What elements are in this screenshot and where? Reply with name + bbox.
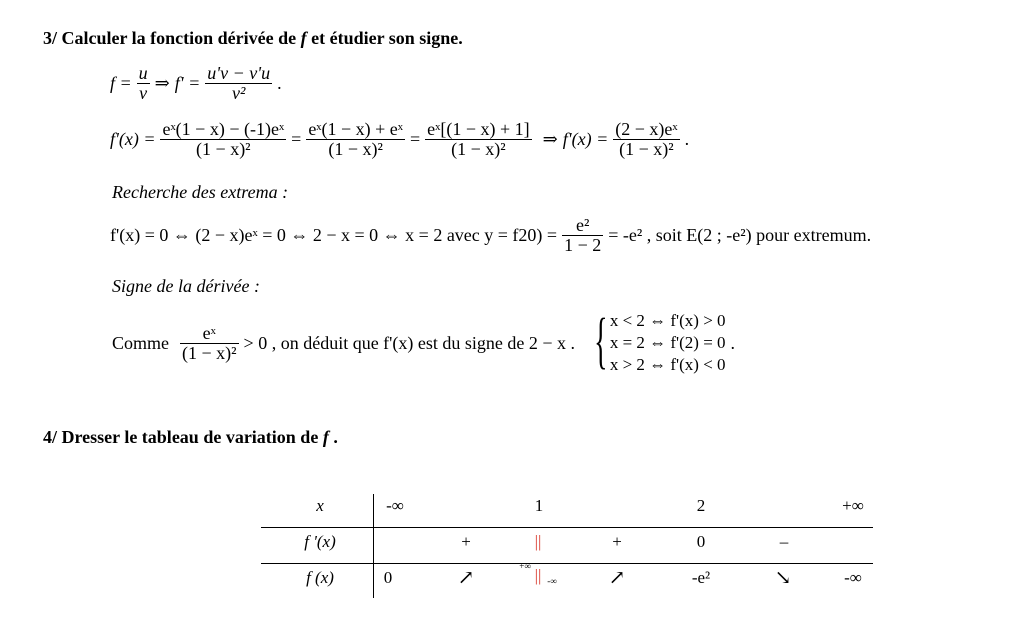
fraction-extremum: $\frac{\text{e²}}{1 - 2}$: [564, 215, 602, 255]
sign-title: Signe de la dérivée :: [112, 276, 260, 296]
derivative-line: [110, 120, 689, 159]
fraction-step-2: $\frac{\text{eˣ(1 − x) + eˣ}}{\text{(1 − x)²}}$: [308, 119, 403, 159]
sign-zero: 0: [696, 532, 706, 551]
section-4-heading: [43, 427, 338, 448]
period: .: [684, 128, 690, 149]
case-less-than: x < 2 ⇔ f'(x) > 0: [609, 311, 726, 330]
heading-function: f: [322, 427, 329, 447]
forbidden-value-bar: ||: [534, 566, 542, 585]
table-row-divider: [261, 527, 873, 528]
x-value-2: 2: [696, 496, 706, 515]
extremum-result: = -e² , soit E(2 ; -e²) pour extremum.: [608, 224, 872, 245]
section-3-heading: [43, 28, 463, 49]
equals: =: [410, 128, 421, 149]
equals: =: [291, 128, 302, 149]
f-prime-equals: f' =: [174, 72, 201, 93]
comme-text: Comme: [112, 332, 169, 353]
cases-rows: [610, 310, 726, 376]
table-row-divider: [261, 563, 873, 564]
f-value-0: 0: [383, 568, 393, 587]
period: .: [730, 332, 736, 353]
implies-symbol: ⇒: [542, 128, 558, 149]
sign-plus-2: +: [612, 532, 622, 551]
x-minus-infinity: -∞: [386, 496, 404, 515]
sign-cases-system: [586, 307, 726, 376]
f-prime-x: f'(x) =: [110, 128, 156, 149]
fraction-step-1: $\frac{\text{eˣ(1 − x) − (-1)eˣ}}{\text{(1 − x)²}}$: [162, 119, 285, 159]
label-f-prime: f '(x): [304, 532, 336, 551]
left-brace: {: [594, 307, 608, 375]
arrow-down-icon: ↘: [774, 567, 792, 589]
sign-line: [112, 307, 736, 376]
label-f: f (x): [306, 568, 334, 587]
fraction-quotient-rule: $\frac{u'v - v'u}{\text{v²}}$: [207, 63, 271, 103]
f-equals: f =: [110, 72, 132, 93]
f-prime-x: f'(x) =: [562, 128, 609, 149]
case-greater-than: x > 2 ⇔ f'(x) < 0: [609, 355, 726, 374]
heading-text-end: et étudier son signe.: [306, 28, 463, 48]
sign-deduction: > 0 , on déduit que f'(x) est du signe de 2 − x .: [243, 332, 576, 353]
sign-minus: –: [779, 532, 789, 551]
fraction-result: $\frac{\text{(2 − x)eˣ}}{\text{(1 − x)²}}$: [615, 119, 678, 159]
extrema-equation: f'(x) = 0 ⇔ (2 − x)eˣ = 0 ⇔ 2 − x = 0 ⇔ x = 2 avec y = f20) =: [110, 224, 558, 245]
label-x: x: [316, 496, 324, 515]
forbidden-value-bar: ||: [534, 532, 542, 551]
extrema-line: [110, 216, 871, 255]
heading-text-end: .: [328, 427, 338, 447]
quotient-rule: [110, 64, 282, 103]
heading-text: 3/ Calculer la fonction dérivée de: [43, 28, 301, 48]
arrow-up-icon: ↗: [457, 567, 475, 589]
extrema-title: Recherche des extrema :: [112, 182, 289, 202]
case-equal: x = 2 ⇔ f'(2) = 0: [609, 333, 726, 352]
heading-function: f: [300, 28, 307, 48]
fraction-u-v: $\frac{u}{v}$: [138, 63, 148, 103]
implies-symbol: ⇒: [154, 72, 170, 93]
f-minus-infinity: -∞: [844, 568, 862, 587]
limit-plus-infinity: +∞: [519, 561, 531, 571]
arrow-up-icon: ↗: [608, 567, 626, 589]
heading-text: 4/ Dresser le tableau de variation de: [43, 427, 323, 447]
x-plus-infinity: +∞: [842, 496, 864, 515]
f-value-minus-e-squared: -e²: [691, 568, 711, 587]
x-value-1: 1: [534, 496, 544, 515]
fraction-positive: $\frac{\text{eˣ}}{\text{(1 − x)²}}$: [182, 322, 237, 363]
table-vertical-divider: [373, 494, 374, 598]
sign-plus-1: +: [461, 532, 471, 551]
fraction-step-3: $\frac{\text{eˣ[(1 − x) + 1]}}{\text{(1 − x)²}}$: [427, 119, 530, 159]
limit-minus-infinity: -∞: [547, 576, 557, 586]
period: .: [277, 72, 282, 93]
